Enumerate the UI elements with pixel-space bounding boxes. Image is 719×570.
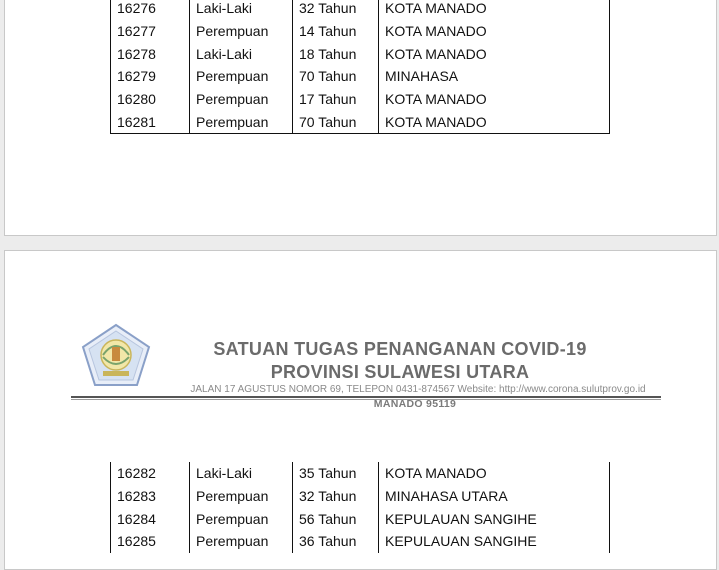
letterhead-city: MANADO 95119	[373, 398, 457, 410]
letterhead-title: SATUAN TUGAS PENANGANAN COVID-19	[213, 339, 587, 359]
table-row	[111, 0, 610, 20]
case-region: KOTA MANADO	[379, 110, 610, 133]
case-age: 35 Tahun	[293, 462, 379, 485]
table-row	[111, 530, 610, 553]
case-number: 16278	[111, 42, 190, 65]
case-region: KOTA MANADO	[379, 462, 610, 485]
table-row	[111, 485, 610, 508]
case-gender: Perempuan	[190, 65, 293, 88]
case-number: 16284	[111, 507, 190, 530]
document-page-2	[4, 250, 717, 570]
case-number: 16281	[111, 110, 190, 133]
document-page-1	[4, 0, 717, 236]
case-region: KEPULAUAN SANGIHE	[379, 530, 610, 553]
case-gender: Perempuan	[190, 530, 293, 553]
case-region: KOTA MANADO	[379, 88, 610, 111]
case-number: 16277	[111, 20, 190, 43]
case-region: KEPULAUAN SANGIHE	[379, 507, 610, 530]
case-age: 32 Tahun	[293, 485, 379, 508]
case-gender: Perempuan	[190, 20, 293, 43]
case-gender: Laki-Laki	[190, 42, 293, 65]
case-region: KOTA MANADO	[379, 42, 610, 65]
case-gender: Perempuan	[190, 507, 293, 530]
case-gender: Perempuan	[190, 485, 293, 508]
case-gender: Perempuan	[190, 110, 293, 133]
case-age: 18 Tahun	[293, 42, 379, 65]
table-row	[111, 20, 610, 43]
case-age: 70 Tahun	[293, 65, 379, 88]
case-number: 16282	[111, 462, 190, 485]
case-age: 56 Tahun	[293, 507, 379, 530]
table-row	[111, 88, 610, 111]
case-table	[110, 0, 610, 134]
case-gender: Perempuan	[190, 88, 293, 111]
case-table	[110, 462, 610, 553]
case-region: KOTA MANADO	[379, 0, 610, 20]
case-number: 16279	[111, 65, 190, 88]
table-row	[111, 462, 610, 485]
case-region: KOTA MANADO	[379, 20, 610, 43]
case-number: 16285	[111, 530, 190, 553]
table-row	[111, 65, 610, 88]
case-age: 14 Tahun	[293, 20, 379, 43]
letterhead-address: JALAN 17 AGUSTUS NOMOR 69, TELEPON 0431-874567 Website: http://www.corona.sulutprov.go.id	[190, 384, 646, 395]
case-region: MINAHASA	[379, 65, 610, 88]
case-age: 17 Tahun	[293, 88, 379, 111]
case-number: 16283	[111, 485, 190, 508]
case-gender: Laki-Laki	[190, 462, 293, 485]
letterhead-subtitle: PROVINSI SULAWESI UTARA	[270, 362, 530, 382]
case-age: 36 Tahun	[293, 530, 379, 553]
case-age: 70 Tahun	[293, 110, 379, 133]
case-gender: Laki-Laki	[190, 0, 293, 20]
table-row	[111, 507, 610, 530]
table-row	[111, 42, 610, 65]
provincial-emblem-icon	[81, 323, 151, 387]
case-region: MINAHASA UTARA	[379, 485, 610, 508]
table-row	[111, 110, 610, 133]
case-number: 16276	[111, 0, 190, 20]
case-age: 32 Tahun	[293, 0, 379, 20]
case-number: 16280	[111, 88, 190, 111]
